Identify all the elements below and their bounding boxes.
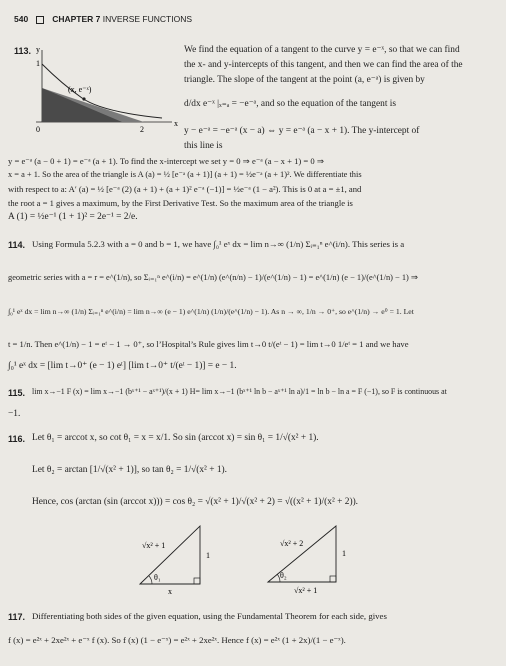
p114-line-3: t = 1/n. Then e^(1/n) − 1 = eᵗ − 1 → 0⁺, so l’Hospital’s Rule gives lim t→0 t/(eᵗ − 1) = lim t→0 1/eᵗ = 1 and we have <box>8 339 409 349</box>
problem-115-number: 115. <box>8 388 26 398</box>
p113-line-9: the root a = 1 gives a maximum, by the First Derivative Test. So the maximum area of the triangle is <box>8 198 353 208</box>
chapter-title: INVERSE FUNCTIONS <box>102 14 193 24</box>
p113-line-7: x = a + 1. So the area of the triangle is A (a) = ½ [e⁻ᵃ (a + 1)] (a + 1) = ½e⁻ᵃ (a + 1)². We differentiate this <box>8 170 362 179</box>
page-number: 540 <box>14 14 29 24</box>
p116-line-0: Let θ₁ = arccot x, so cot θ₁ = x = x/1. So sin (arccot x) = sin θ₁ = 1/√(x² + 1). <box>32 433 319 443</box>
p113-line-1: the x- and y-intercepts of this tangent, and then we can find the area of the <box>184 60 463 70</box>
p113-line-3: d/dx e⁻ˣ |ₓ₌ₐ = −e⁻ᵃ, and so the equation of the tangent is <box>184 99 397 109</box>
square-icon <box>36 16 44 24</box>
p113-line-5: this line is <box>184 141 223 151</box>
p113-line-2: triangle. The slope of the tangent at the point (a, e⁻ᵃ) is given by <box>184 75 425 85</box>
graph-point-label: (x, e⁻ˣ) <box>68 85 92 94</box>
tri1-angle: θ₁ <box>154 573 161 582</box>
problem-117-number: 117. <box>8 612 26 622</box>
triangle-theta1 <box>130 516 240 596</box>
problem-114-number: 114. <box>8 240 26 250</box>
tri2-vert: 1 <box>342 549 346 558</box>
tri2-angle: θ₂ <box>280 571 287 580</box>
p114-line-1: geometric series with a = r = e^(1/n), so Σᵢ₌₁ⁿ e^(i/n) = e^(1/n) (e^(n/n) − 1)/(e^(1/n) − 1) = e^(1/n) (e − 1)/(e^(1/n) − 1) ⇒ <box>8 273 418 282</box>
graph-y-tick: 1 <box>36 59 40 68</box>
p113-line-6: y = e⁻ᵃ (a − 0 + 1) = e⁻ᵃ (a + 1). To find the x-intercept we set y = 0 ⇒ e⁻ᵃ (a − x + 1) = 0 ⇒ <box>8 156 325 166</box>
p114-line-4: ∫₀¹ eˣ dx = [lim t→0⁺ (e − 1) eᵗ] [lim t→0⁺ t/(eᵗ − 1)] = e − 1. <box>8 361 237 371</box>
tri1-vert: 1 <box>206 551 210 560</box>
p116-line-1: Let θ₂ = arctan [1/√(x² + 1)], so tan θ₂ = 1/√(x² + 1). <box>32 465 227 475</box>
p116-line-2: Hence, cos (arctan (sin (arccot x))) = cos θ₂ = √(x² + 1)/√(x² + 2) = √((x² + 1)/(x² + 2)). <box>32 497 359 507</box>
problem-113-number: 113. <box>14 46 32 56</box>
p115-line-1: −1. <box>8 409 21 419</box>
graph-y-label: y <box>36 45 40 54</box>
p114-line-2: ∫₀¹ eˣ dx = lim n→∞ (1/n) Σᵢ₌₁ⁿ e^(i/n) = lim n→∞ (e − 1) e^(1/n) (1/n)/(e^(1/n) − 1). As n → ∞, 1/n → 0⁺, so e^(1/n) → e⁰ = 1. Let <box>8 307 414 316</box>
p113-line-4: y − e⁻ᵃ = −e⁻ᵃ (x − a) ⇔ y = e⁻ᵃ (a − x + 1). The y-intercept of <box>184 126 420 136</box>
chapter-label: CHAPTER 7 <box>52 14 101 24</box>
graph-x-tick: 2 <box>140 125 144 134</box>
p115-line-0: lim x→−1 F (x) = lim x→−1 (bˣ⁺¹ − aˣ⁺¹)/(x + 1) H= lim x→−1 (bˣ⁺¹ ln b − aˣ⁺¹ ln a)/1 = ln b − ln a = F (−1), so F is continuous at <box>32 387 447 396</box>
graph-origin: 0 <box>36 125 40 134</box>
p114-line-0: Using Formula 5.2.3 with a = 0 and b = 1, we have ∫₀¹ eˣ dx = lim n→∞ (1/n) Σᵢ₌₁ⁿ e^(i/n). This series is a <box>32 239 405 249</box>
p117-line-1: f (x) = e²ˣ + 2xe²ˣ + e⁻ˣ f (x). So f (x) (1 − e⁻ˣ) = e²ˣ + 2xe²ˣ. Hence f (x) = e²ˣ (1 + 2x)/(1 − e⁻ˣ). <box>8 635 346 645</box>
exp-decay-graph <box>12 42 182 142</box>
p117-line-0: Differentiating both sides of the given equation, using the Fundamental Theorem for each side, gives <box>32 611 387 621</box>
p113-line-8: with respect to a: A′ (a) = ½ [e⁻ᵃ (2) (a + 1) + (a + 1)² e⁻ᵃ (−1)] = ½e⁻ᵃ (1 − a²). This is 0 at a = ±1, and <box>8 184 362 194</box>
p113-line-0: We find the equation of a tangent to the curve y = e⁻ˣ, so that we can find <box>184 45 460 55</box>
p113-line-10: A (1) = ½e⁻¹ (1 + 1)² = 2e⁻¹ = 2/e. <box>8 212 138 222</box>
problem-116-number: 116. <box>8 434 26 444</box>
tri1-hyp: √x² + 1 <box>142 541 166 550</box>
triangle-theta2 <box>258 516 368 596</box>
tri1-base: x <box>168 587 172 596</box>
page-header <box>14 14 192 24</box>
graph-x-label: x <box>174 119 178 128</box>
tri2-base: √x² + 1 <box>294 586 318 595</box>
tri2-hyp: √x² + 2 <box>280 539 304 548</box>
